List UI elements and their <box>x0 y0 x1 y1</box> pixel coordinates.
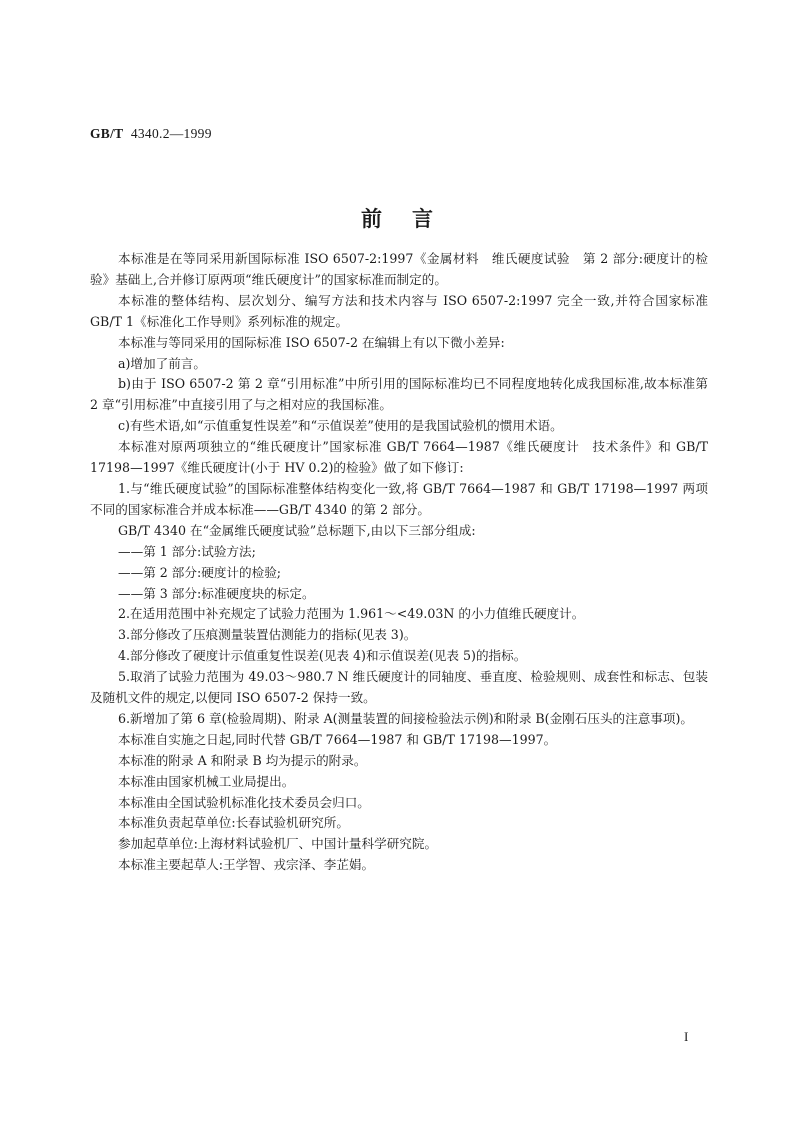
paragraph-14: 3.部分修改了压痕测量装置估测能力的指标(见表 3)。 <box>118 627 417 643</box>
paragraph-9: GB/T 4340 在“金属维氏硬度试验”总标题下,由以下三部分组成: <box>118 522 476 538</box>
paragraph-10: ——第 1 部分:试验方法; <box>118 543 256 559</box>
paragraph-17: 6.新增加了第 6 章(检验周期)、附录 A(测量装置的间接检验法示例)和附录 B(金刚石压头的注意事项)。 <box>118 710 694 726</box>
paragraph-8: 1.与“维氏硬度试验”的国际标准整体结构变化一致,将 GB/T 7664—1987 和 GB/T 17198—1997 两项不同的国家标准合并成本标准——GB/T 4340 的第 2 部分。 <box>90 480 708 517</box>
paragraph-5: b)由于 ISO 6507-2 第 2 章“引用标准”中所引用的国际标准均已不同程度地转化成我国标准,故本标准第 2 章“引用标准”中直接引用了与之相对应的我国标准。 <box>90 376 708 413</box>
paragraph-4: a)增加了前言。 <box>118 355 206 371</box>
standard-code-prefix: GB/T <box>90 126 124 141</box>
paragraph-11: ——第 2 部分:硬度计的检验; <box>118 564 282 580</box>
foreword-body <box>90 249 708 876</box>
paragraph-6: c)有些术语,如“示值重复性误差”和“示值误差”使用的是我国试验机的惯用术语。 <box>118 418 563 434</box>
paragraph-20: 本标准由国家机械工业局提出。 <box>118 773 295 789</box>
paragraph-16: 5.取消了试验力范围为 49.03～980.7 N 维氏硬度计的同轴度、垂直度、检验规则、成套性和标志、包装及随机文件的规定,以便同 ISO 6507-2 保持一致。 <box>90 669 708 706</box>
paragraph-24: 本标准主要起草人:王学智、戎宗泽、李芷娟。 <box>118 857 375 873</box>
paragraph-13: 2.在适用范围中补充规定了试验力范围为 1.961～<49.03N 的小力值维氏硬度计。 <box>118 606 585 622</box>
paragraph-23: 参加起草单位:上海材料试验机厂、中国计量科学研究院。 <box>118 836 438 852</box>
paragraph-15: 4.部分修改了硬度计示值重复性误差(见表 4)和示值误差(见表 5)的指标。 <box>118 648 527 664</box>
paragraph-21: 本标准由全国试验机标准化技术委员会归口。 <box>118 794 370 810</box>
paragraph-1: 本标准是在等同采用新国际标准 ISO 6507-2:1997《金属材料 维氏硬度试验 第 2 部分:硬度计的检验》基础上,合并修订原两项“维氏硬度计”的国家标准而制定的。 <box>90 251 708 287</box>
paragraph-2: 本标准的整体结构、层次划分、编写方法和技术内容与 ISO 6507-2:1997 完全一致,并符合国家标准 GB/T 1《标准化工作导则》系列标准的规定。 <box>90 292 708 329</box>
page-number: I <box>684 1029 689 1044</box>
paragraph-7: 本标准对原两项独立的“维氏硬度计”国家标准 GB/T 7664—1987《维氏硬度计 技术条件》和 GB/T 17198—1997《维氏硬度计(小于 HV 0.2)的检验》做了如下修订: <box>90 439 708 476</box>
standard-code-number: 4340.2—1999 <box>130 126 212 141</box>
paragraph-22: 本标准负责起草单位:长春试验机研究所。 <box>118 815 349 831</box>
paragraph-3: 本标准与等同采用的国际标准 ISO 6507-2 在编辑上有以下微小差异: <box>118 334 505 350</box>
paragraph-19: 本标准的附录 A 和附录 B 均为提示的附录。 <box>118 752 367 768</box>
standard-code <box>90 126 212 142</box>
page-title: 前言 <box>361 207 463 231</box>
paragraph-12: ——第 3 部分:标准硬度块的标定。 <box>118 585 315 601</box>
paragraph-18: 本标准自实施之日起,同时代替 GB/T 7664—1987 和 GB/T 17198—1997。 <box>118 731 557 747</box>
